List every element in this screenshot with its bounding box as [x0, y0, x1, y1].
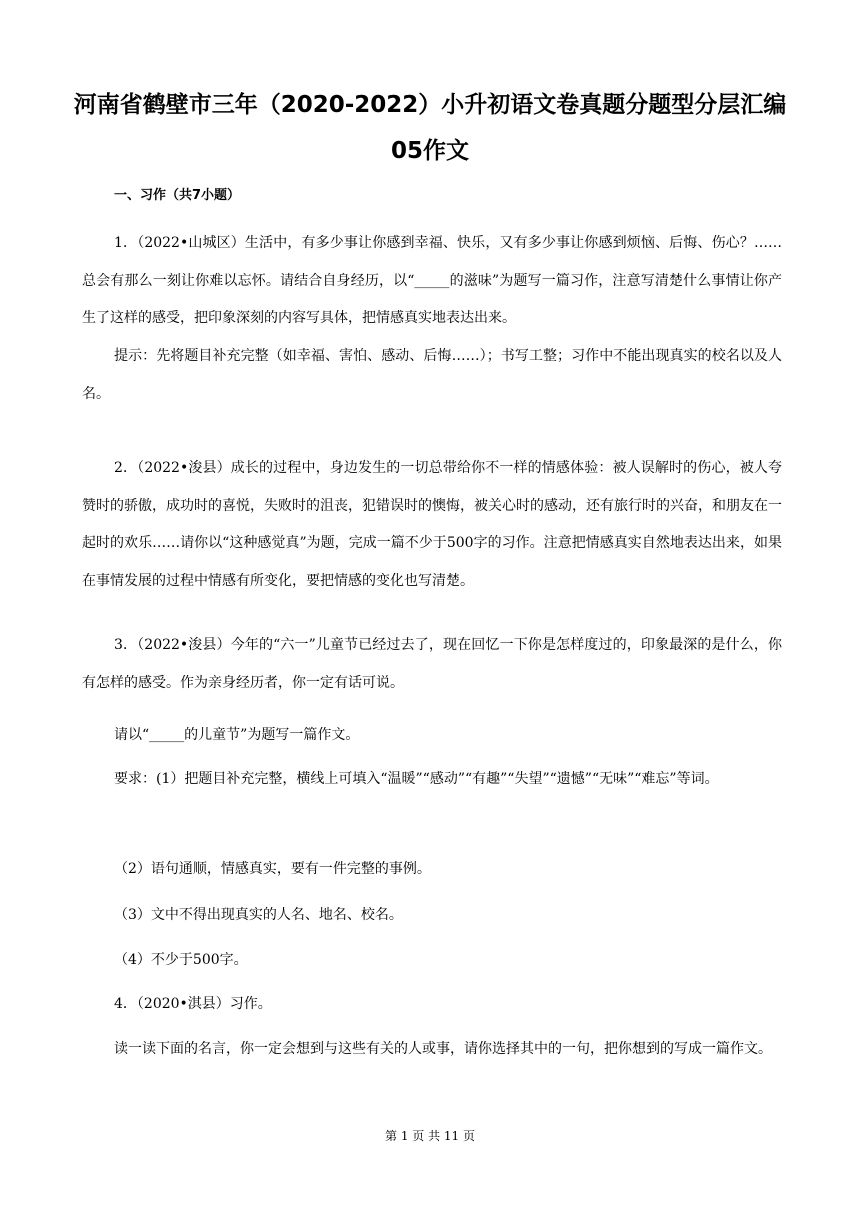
question-3-requirement-2: （2）语句通顺，情感真实，要有一件完整的事例。	[114, 861, 431, 877]
document-title-line-2: 05作文	[390, 138, 469, 164]
question-3-prompt: 请以“_____的儿童节”为题写一篇作文。	[114, 727, 360, 743]
question-1-text: 1．（2022•山城区）生活中，有多少事让你感到幸福、快乐，又有多少事让你感到烦恼、后悔、伤心？……总会有那么一刻让你难以忘怀。请结合自身经历，以“_____的滋味”为题写一篇习作，注意写清楚什么事情让你产生了这样的感受，把印象深刻的内容写具体，把情感真实地表达出来。	[82, 235, 782, 326]
question-4-prompt: 读一读下面的名言，你一定会想到与这些有关的人或事，请你选择其中的一句，把你想到的写成一篇作文。	[114, 1041, 772, 1057]
question-3-requirement-1: 要求：(1）把题目补充完整，横线上可填入“温暖”“感动”“有趣”“失望”“遗憾”“无味”“难忘”等词。	[114, 771, 719, 787]
document-title-line-1: 河南省鹤壁市三年（2020-2022）小升初语文卷真题分题型分层汇编	[73, 92, 787, 118]
question-1-hint: 提示：先将题目补充完整（如幸福、害怕、感动、后悔……）；书写工整；习作中不能出现真实的校名以及人名。	[82, 348, 782, 402]
question-3-text: 3．（2022•浚县）今年的“六一”儿童节已经过去了，现在回忆一下你是怎样度过的，印象最深的是什么，你有怎样的感受。作为亲身经历者，你一定有话可说。	[82, 637, 782, 691]
question-2-text: 2．（2022•浚县）成长的过程中，身边发生的一切总带给你不一样的情感体验：被人误解时的伤心，被人夸赞时的骄傲，成功时的喜悦，失败时的沮丧，犯错误时的懊悔，被关心时的感动，还有旅行时的兴奋，和朋友在一起时的欢乐……请你以“这种感觉真”为题，完成一篇不少于500字的习作。注意把情感真实自然地表达出来，如果在事情发展的过程中情感有所变化，要把情感的变化也写清楚。	[82, 460, 782, 589]
page-footer: 第 1 页 共 11 页	[385, 1129, 475, 1143]
question-4-text: 4．（2020•淇县）习作。	[114, 996, 272, 1012]
section-heading: 一、习作（共7小题）	[114, 188, 241, 203]
question-3-requirement-4: （4）不少于500字。	[114, 952, 248, 968]
question-3-requirement-3: （3）文中不得出现真实的人名、地名、校名。	[114, 907, 403, 923]
